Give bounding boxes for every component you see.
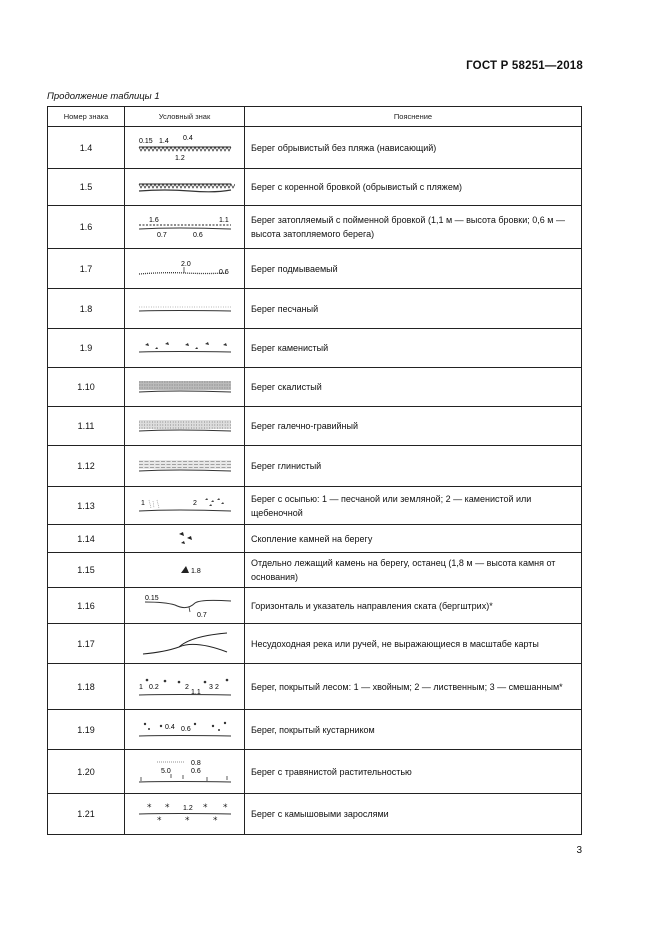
col-header-number: Номер знака xyxy=(48,107,125,127)
svg-text:*: * xyxy=(222,803,227,813)
row-explanation: Берег с камышовыми зарослями xyxy=(245,794,582,835)
symbols-table xyxy=(47,106,582,835)
symbol-label: 5.0 xyxy=(160,767,171,775)
table-row xyxy=(48,664,582,710)
row-number: 1.18 xyxy=(48,664,125,710)
table-row xyxy=(48,446,582,487)
row-explanation: Берег, покрытый кустарником xyxy=(245,710,582,750)
shore-rocky-icon xyxy=(135,378,235,396)
symbol-cell xyxy=(125,624,245,664)
row-explanation: Скопление камней на берегу xyxy=(245,525,582,553)
row-explanation: Берег песчаный xyxy=(245,289,582,329)
table-row xyxy=(48,794,582,835)
symbol-label: 0.6 xyxy=(192,232,203,239)
symbol-label: 0.6 xyxy=(180,725,191,733)
shore-stony-icon xyxy=(135,340,235,356)
svg-text:*: * xyxy=(212,816,217,826)
row-number: 1.17 xyxy=(48,624,125,664)
row-explanation: Горизонталь и указатель направления ската (бергштрих)* xyxy=(245,588,582,624)
symbol-cell xyxy=(125,407,245,446)
row-explanation: Берег галечно-гравийный xyxy=(245,407,582,446)
table-row xyxy=(48,487,582,525)
symbol-label: 1 xyxy=(140,499,145,507)
row-number: 1.19 xyxy=(48,710,125,750)
table-row xyxy=(48,624,582,664)
shore-forest-icon xyxy=(135,674,235,700)
symbol-cell xyxy=(125,289,245,329)
symbol-cell xyxy=(125,368,245,407)
symbol-cell xyxy=(125,588,245,624)
row-explanation: Берег подмываемый xyxy=(245,249,582,289)
row-explanation: Берег с осыпью: 1 — песчаной или земляной; 2 — каменистой или щебеночной xyxy=(245,487,582,525)
shore-grass-icon xyxy=(135,757,235,787)
symbol-label: 0.15 xyxy=(138,137,153,145)
svg-text:*: * xyxy=(164,803,169,813)
symbol-label: 1.1 xyxy=(218,217,229,224)
symbol-label: 1.1 xyxy=(190,688,201,696)
shore-flooded-icon xyxy=(135,214,235,240)
row-explanation: Берег скалистый xyxy=(245,368,582,407)
symbol-label: 0.15 xyxy=(144,594,159,602)
shore-sandy-icon xyxy=(135,302,235,316)
symbol-cell xyxy=(125,127,245,169)
symbol-label: 0.6 xyxy=(190,767,201,775)
symbol-label: 0.8 xyxy=(190,759,201,767)
table-row xyxy=(48,525,582,553)
row-number: 1.9 xyxy=(48,329,125,368)
row-number: 1.10 xyxy=(48,368,125,407)
row-explanation: Берег затопляемый с пойменной бровкой (1,1 м — высота бровки; 0,6 м — высота затопляемого берега) xyxy=(245,206,582,249)
contour-slope-icon xyxy=(135,593,235,619)
symbol-label: 0.2 xyxy=(148,683,159,691)
symbol-label: 1.2 xyxy=(174,154,185,162)
table-row xyxy=(48,553,582,588)
symbol-label: 1.8 xyxy=(190,568,201,575)
symbol-cell xyxy=(125,206,245,249)
table-row xyxy=(48,750,582,794)
symbol-label: 0.4 xyxy=(164,723,175,731)
row-explanation: Отдельно лежащий камень на берегу, останец (1,8 м — высота камня от основания) xyxy=(245,553,582,588)
symbol-label: 1.2 xyxy=(182,805,193,812)
shore-clay-icon xyxy=(135,457,235,475)
table-caption: Продолжение таблицы 1 xyxy=(47,91,160,102)
symbol-label: 0.7 xyxy=(156,232,167,239)
symbol-cell xyxy=(125,487,245,525)
shore-bedrock-icon xyxy=(135,179,235,195)
shore-reeds-icon xyxy=(135,801,235,827)
stone-cluster-icon xyxy=(135,530,235,548)
row-number: 1.13 xyxy=(48,487,125,525)
table-row xyxy=(48,710,582,750)
col-header-symbol: Условный знак xyxy=(125,107,245,127)
symbol-cell xyxy=(125,525,245,553)
symbol-cell xyxy=(125,750,245,794)
single-stone-icon xyxy=(135,562,235,578)
small-river-icon xyxy=(135,630,235,658)
symbol-label: 2 xyxy=(192,499,197,507)
symbol-cell xyxy=(125,664,245,710)
row-number: 1.8 xyxy=(48,289,125,329)
row-number: 1.14 xyxy=(48,525,125,553)
page-number: 3 xyxy=(576,845,582,856)
symbol-label: 1.4 xyxy=(158,137,169,145)
row-explanation: Берег каменистый xyxy=(245,329,582,368)
symbol-label: 0.7 xyxy=(196,611,207,619)
shore-shrubs-icon xyxy=(135,718,235,742)
row-explanation: Берег, покрытый лесом: 1 — хвойным; 2 — лиственным; 3 — смешанным* xyxy=(245,664,582,710)
symbol-cell xyxy=(125,794,245,835)
row-number: 1.12 xyxy=(48,446,125,487)
col-header-explanation: Пояснение xyxy=(245,107,582,127)
row-number: 1.21 xyxy=(48,794,125,835)
symbol-cell xyxy=(125,329,245,368)
symbol-label: 3 xyxy=(208,683,213,691)
row-number: 1.5 xyxy=(48,169,125,206)
row-number: 1.4 xyxy=(48,127,125,169)
document-code: ГОСТ Р 58251—2018 xyxy=(466,60,583,72)
symbol-label: 1.6 xyxy=(148,217,159,224)
svg-text:*: * xyxy=(146,803,151,813)
symbol-label: 0.6 xyxy=(218,268,229,276)
symbol-label: 2 xyxy=(184,683,189,691)
row-number: 1.11 xyxy=(48,407,125,446)
row-number: 1.20 xyxy=(48,750,125,794)
symbol-label: 2.0 xyxy=(180,260,191,268)
shore-scree-icon xyxy=(135,496,235,516)
table-row xyxy=(48,169,582,206)
table-row xyxy=(48,588,582,624)
row-explanation: Берег обрывистый без пляжа (нависающий) xyxy=(245,127,582,169)
row-explanation: Берег с травянистой растительностью xyxy=(245,750,582,794)
row-number: 1.15 xyxy=(48,553,125,588)
shore-pebble-icon xyxy=(135,417,235,435)
row-explanation: Берег с коренной бровкой (обрывистый с пляжем) xyxy=(245,169,582,206)
symbol-label: 0.4 xyxy=(182,134,193,142)
symbol-cell xyxy=(125,249,245,289)
svg-text:*: * xyxy=(156,816,161,826)
symbol-cell xyxy=(125,710,245,750)
row-explanation: Берег глинистый xyxy=(245,446,582,487)
symbol-cell xyxy=(125,446,245,487)
row-number: 1.7 xyxy=(48,249,125,289)
svg-text:*: * xyxy=(202,803,207,813)
shore-cliff-icon xyxy=(135,133,235,163)
table-row xyxy=(48,368,582,407)
row-number: 1.16 xyxy=(48,588,125,624)
shore-eroded-icon xyxy=(135,258,235,280)
svg-text:*: * xyxy=(184,816,189,826)
table-row xyxy=(48,249,582,289)
table-row xyxy=(48,407,582,446)
row-explanation: Несудоходная река или ручей, не выражающиеся в масштабе карты xyxy=(245,624,582,664)
symbol-label: 1 xyxy=(138,683,143,691)
symbol-label: 2 xyxy=(214,683,219,691)
symbol-cell xyxy=(125,553,245,588)
table-row xyxy=(48,127,582,169)
table-header-row xyxy=(48,107,582,127)
table-row xyxy=(48,206,582,249)
row-number: 1.6 xyxy=(48,206,125,249)
symbol-cell xyxy=(125,169,245,206)
table-row xyxy=(48,329,582,368)
table-row xyxy=(48,289,582,329)
